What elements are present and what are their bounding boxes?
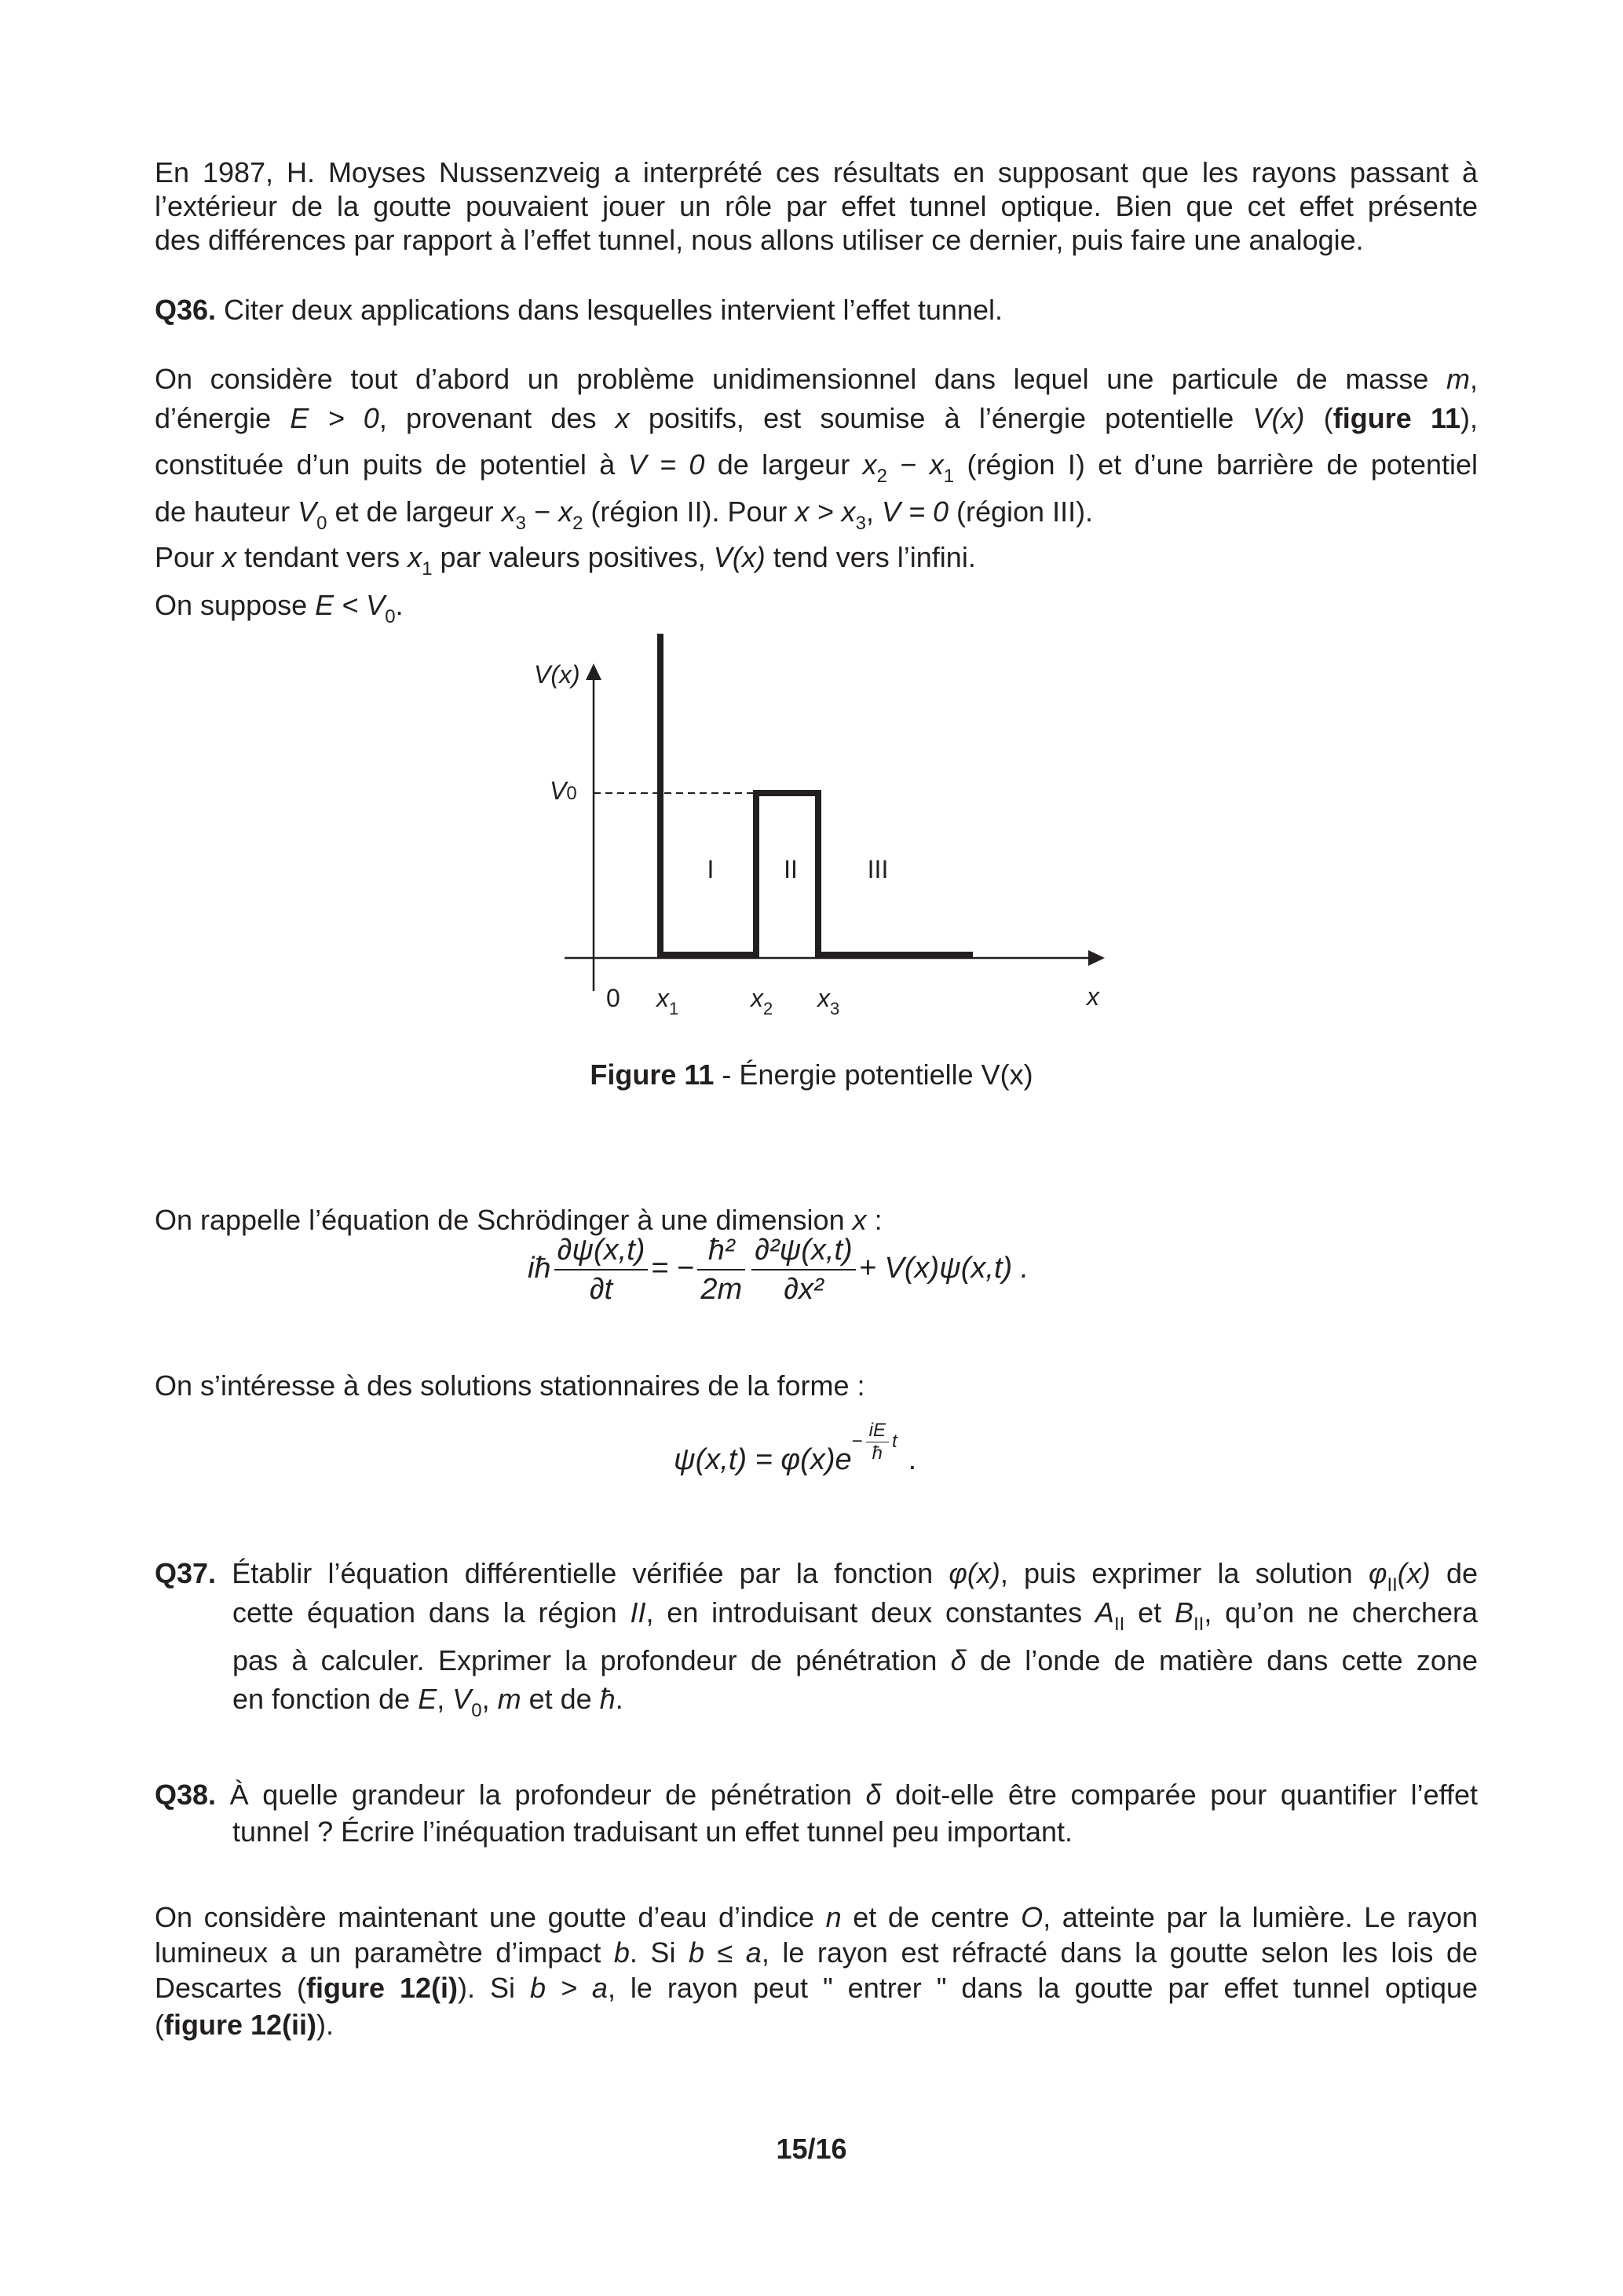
tick-label-x3: $x_3$ [817,984,840,1018]
text: , en introduisant deux constantes [645,1596,1095,1629]
figure-ref: figure 12(ii) [164,2009,317,2041]
text: et de [521,1683,600,1715]
subscript: 2 [876,466,887,487]
math-vx: V(x) [713,541,766,573]
math-e-gt-0: E > 0 [290,402,379,434]
text: , [865,495,882,528]
region-label-iii: III [867,855,889,883]
math-arg: (x) [1397,1557,1431,1589]
math-x1: x [408,541,422,573]
math-b: b [613,1936,630,1969]
drop-line-1 [155,1900,1478,1935]
denominator: ħ [872,1442,883,1464]
text: ), [1460,402,1479,434]
text: Pour [155,541,223,573]
x-axis-label: x [1087,982,1099,1011]
text: On suppose [155,589,316,621]
text: , qu’on ne cherchera [1204,1596,1478,1629]
text: lumineux a un paramètre d’impact [155,1936,614,1969]
text: On considère maintenant une goutte d’eau d’indice [155,1901,826,1933]
text: , puis exprimer la solution [1000,1557,1369,1589]
text: , [437,1683,453,1715]
minus: − [526,495,559,528]
math-x1: x [929,448,944,481]
numerator: iE [866,1420,889,1442]
text: pas à calculer. Exprimer la profondeur de pénétration [232,1644,951,1676]
math-x2: x [558,495,573,528]
drop-line-2 [155,1936,1478,1970]
denominator: 2m [700,1273,743,1306]
subscript: 2 [572,513,583,534]
text: À quelle grandeur la profondeur de pénétration [216,1779,866,1811]
math-b-le-a: b ≤ a [688,1936,762,1969]
math-b: B [1174,1596,1193,1629]
numerator: ħ² [697,1231,745,1270]
math-v-eq-0: V = 0 [881,495,949,528]
text: . Si [629,1936,689,1969]
math-x3: x [501,495,516,528]
math-a: A [1095,1596,1114,1629]
text: en fonction de [232,1683,419,1715]
potential-curve [660,634,973,955]
exponent [852,1420,897,1464]
text: par valeurs positives, [432,541,714,573]
text: et de largeur [327,495,502,528]
text: ). [316,2009,334,2041]
text: et [1124,1596,1175,1629]
text: et de centre [841,1901,1022,1933]
text: , le rayon est réfracté dans la goutte selon les lois de [761,1936,1478,1969]
drop-line-3 [155,1971,1478,2005]
text: , le rayon peut " entrer " dans la goutte par effet tunnel optique [607,1972,1479,2004]
numerator: ∂²ψ(x,t) [751,1231,856,1270]
figure-ref: figure 12(i) [306,1972,459,2004]
v0-label: V0 [550,777,577,805]
subscript: 0 [385,606,396,627]
math-x: x [852,1204,867,1236]
question-label: Q38. [155,1779,217,1811]
y-axis-arrow-icon [586,664,601,680]
text: (région I) et d’une barrière de potentiel [954,448,1479,481]
text: On rappelle l’équation de Schrödinger à une dimension [155,1204,853,1236]
origin-label: 0 [606,984,620,1012]
subscript: 0 [316,513,327,534]
figure-11-potential-diagram [0,0,1623,1044]
tick-label-x2: $x_2$ [751,984,773,1018]
text: : [866,1204,883,1236]
page-number: 15/16 [776,2133,847,2165]
text: de [1430,1557,1479,1589]
question-q37-line-3 [232,1643,1478,1678]
text: , [1469,363,1478,395]
intro-line-2: l’extérieur de la goutte pouvaient jouer un rôle par effet tunnel optique. Bien que cet effet présente [155,190,1478,222]
text: . [615,1683,623,1715]
math-o: O [1021,1901,1044,1933]
denominator: ∂x² [784,1273,824,1306]
caption-label: Figure 11 [590,1058,715,1091]
math-v0: V [452,1683,472,1715]
text: d’énergie [155,402,291,434]
math-e: E [418,1683,437,1715]
question-q37-line-4 [232,1682,1478,1728]
denominator: ∂t [589,1273,613,1306]
math-hbar: ħ [599,1683,616,1715]
potential-term: + V(x)ψ(x,t) . [858,1252,1029,1285]
math-x-gt-x3: x > x [795,495,856,528]
text: de l’onde de matière dans cette zone [966,1644,1478,1676]
minus: − [886,448,930,481]
text: On considère tout d’abord un problème unidimensionnel dans lequel une particule de masse [155,363,1446,395]
text: doit-elle être comparée pour quantifier l’effet [881,1779,1478,1811]
math-phi-ii: φ [1368,1557,1387,1589]
math-e-lt-v0: E < V [315,589,386,621]
math-ii: II [630,1596,646,1629]
text: tend vers l’infini. [765,541,976,573]
fraction-hbar2-2m [697,1231,745,1308]
text: (région III). [949,495,1094,528]
text: (région II). Pour [583,495,795,528]
stationary-equation [674,1420,916,1477]
math-m: m [497,1683,521,1715]
text: de hauteur [155,495,298,528]
fraction-dpsi-dt [554,1231,649,1308]
math-b-gt-a: b > a [529,1972,608,2004]
text: , atteinte par la lumière. Le rayon [1043,1901,1478,1933]
subscript: 0 [471,1700,482,1721]
fraction-d2psi-dx2 [751,1231,856,1308]
stationary-intro: On s’intéresse à des solutions stationnaires de la forme : [155,1369,865,1402]
question-label: Q37. [155,1557,217,1589]
tick-label-x1: $x_1$ [656,984,679,1018]
schrodinger-equation [528,1231,1029,1308]
math-vx: V(x) [1252,402,1305,434]
subscript: 3 [855,513,866,534]
numerator: ∂ψ(x,t) [554,1231,649,1270]
question-text: Citer deux applications dans lesquelles intervient l’effet tunnel. [216,294,1003,326]
math-x: x [222,541,237,573]
subscript: 1 [943,466,955,487]
y-axis-label: V(x) [534,660,580,689]
math-x2: x [862,448,877,481]
math-delta: δ [950,1644,967,1676]
math-v0: V [298,495,317,528]
question-q38-line-1 [155,1778,1478,1812]
intro-line-1: En 1987, H. Moyses Nussenzveig a interprété ces résultats en supposant que les rayons passant à [155,156,1478,188]
question-label: Q36. [155,294,217,326]
subscript: 1 [422,558,433,579]
question-q38-line-2: tunnel ? Écrire l’inéquation traduisant un effet tunnel peu important. [232,1815,1073,1848]
text: , [481,1683,498,1715]
text: tendant vers [236,541,408,573]
subscript: II [1113,1614,1125,1635]
math-delta: δ [865,1779,882,1811]
question-q37-line-2 [232,1596,1478,1642]
drop-line-4 [155,2008,1478,2042]
exp-t: t [891,1430,897,1452]
x-axis-arrow-icon [1088,950,1105,966]
math-v-eq-0: V = 0 [627,448,705,481]
figure-ref: figure 11 [1332,402,1461,434]
text: positifs, est soumise à l’énergie potentielle [629,402,1253,434]
text: de largeur [704,448,863,481]
text: cette équation dans la région [232,1596,631,1629]
exp-fraction [866,1420,889,1464]
subscript: II [1193,1614,1204,1635]
text: Établir l’équation différentielle vérifiée par la fonction [216,1557,949,1589]
period: . [908,1443,917,1476]
math-phi-x: φ(x) [949,1557,1000,1589]
text: . [395,589,404,621]
math-x: x [615,402,630,434]
psi-equals-phi-e: ψ(x,t) = φ(x)e [674,1443,852,1476]
figure-caption [0,1058,1623,1091]
subscript: 3 [515,513,527,534]
equals-minus: = − [651,1252,695,1285]
text: Descartes ( [155,1972,307,2004]
subscript: II [1387,1574,1398,1596]
math-m: m [1446,363,1470,395]
text: ). Si [458,1972,530,2004]
exp-minus: − [851,1430,863,1452]
region-label-ii: II [784,855,798,883]
text: ( [1304,402,1333,434]
text: ( [155,2009,164,2041]
math-n: n [825,1901,842,1933]
intro-line-3: des différences par rapport à l’effet tunnel, nous allons utiliser ce dernier, puis faire une analogie. [155,224,1364,256]
ihbar: iħ [528,1252,551,1285]
text: , provenant des [378,402,616,434]
region-label-i: I [707,855,715,883]
text: constituée d’un puits de potentiel à [155,448,628,481]
caption-text: - Énergie potentielle V(x) [714,1058,1033,1091]
